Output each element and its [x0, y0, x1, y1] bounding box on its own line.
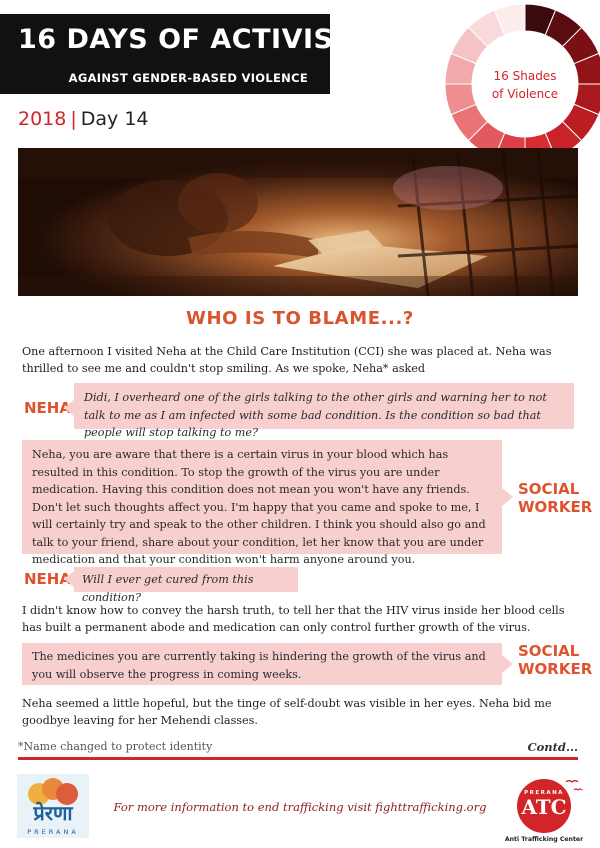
wheel-center [472, 31, 578, 137]
continued-label: Contd... [527, 740, 578, 754]
page-title: 16 DAYS OF ACTIVISM [18, 24, 361, 55]
logo-caption: Anti Trafficking Center [504, 836, 584, 843]
dialogue-bubble-neha: Will I ever get cured from this condition? [74, 567, 298, 592]
speaker-social-worker [518, 480, 592, 516]
section-title: WHO IS TO BLAME...? [186, 308, 414, 329]
logo-main-text: ATC [521, 795, 567, 819]
header-banner [0, 14, 361, 94]
badge-line-1: 16 Shades [493, 69, 557, 83]
speaker-neha: NEHA [24, 399, 71, 417]
bird-icon [574, 789, 582, 790]
day-label: Day 14 [80, 108, 149, 130]
badge-line-2: of Violence [491, 87, 559, 101]
logo-script-text: प्रेरणा [33, 801, 73, 825]
bird-icon [566, 781, 578, 783]
footer-text: For more information to end trafficking visit fighttrafficking.org [113, 800, 487, 814]
hero-photo [18, 148, 578, 296]
speaker-line-1: SOCIAL [518, 480, 580, 498]
bubble-tail [502, 655, 513, 673]
dialogue-bubble-social-worker: Neha, you are aware that there is a certain virus in your blood which has resulted in this condition. To stop the growth of the virus you are under medication. Having this condition does not mean you won't have any friends. Don't let such thoughts affect you. I'm happy that you came and spoke to me, I will certainly try and speak to the other children. I think you should also go and talk to your friend, share about your condition, let her know that you are under medication and that your condition won't harm anyone around you. [22, 440, 502, 554]
divider [18, 757, 578, 760]
footnote: *Name changed to protect identity [18, 740, 213, 753]
logo-caption: PRERANA [27, 828, 79, 836]
speaker-social-worker [518, 642, 592, 678]
speaker-line-2: WORKER [518, 660, 593, 678]
dialogue-bubble-social-worker: The medicines you are currently taking is hindering the growth of the virus and you will observe the progress in coming weeks. [22, 643, 502, 685]
speaker-line-2: WORKER [518, 498, 593, 516]
speaker-neha: NEHA [24, 570, 71, 588]
logo-top-text: PRERANA [524, 790, 564, 796]
bubble-tail [502, 488, 513, 506]
day-indicator [18, 108, 149, 130]
dialogue-bubble-neha: Didi, I overheard one of the girls talking to the other girls and warning her to not talk to me as I am infected with some bad condition. Is the condition so bad that people will stop talking to me? [74, 383, 574, 429]
atc-logo [500, 776, 588, 844]
year-label: 2018 [18, 108, 67, 130]
shades-of-violence-wheel [438, 0, 600, 172]
page-subtitle: AGAINST GENDER-BASED VIOLENCE [68, 71, 308, 85]
speaker-line-1: SOCIAL [518, 642, 580, 660]
day-separator: | [70, 108, 77, 130]
intro-paragraph: One afternoon I visited Neha at the Child Care Institution (CCI) she was placed at. Neha was thrilled to see me and couldn't stop smiling. As we spoke, Neha* asked [22, 345, 552, 375]
narration-paragraph: I didn't know how to convey the harsh truth, to tell her that the HIV virus inside her blood cells has built a permanent abode and medication can only control further growth of the virus. [22, 604, 565, 634]
closing-paragraph: Neha seemed a little hopeful, but the tinge of self-doubt was visible in her eyes. Neha bid me goodbye leaving for her Mehendi classes. [22, 697, 552, 727]
